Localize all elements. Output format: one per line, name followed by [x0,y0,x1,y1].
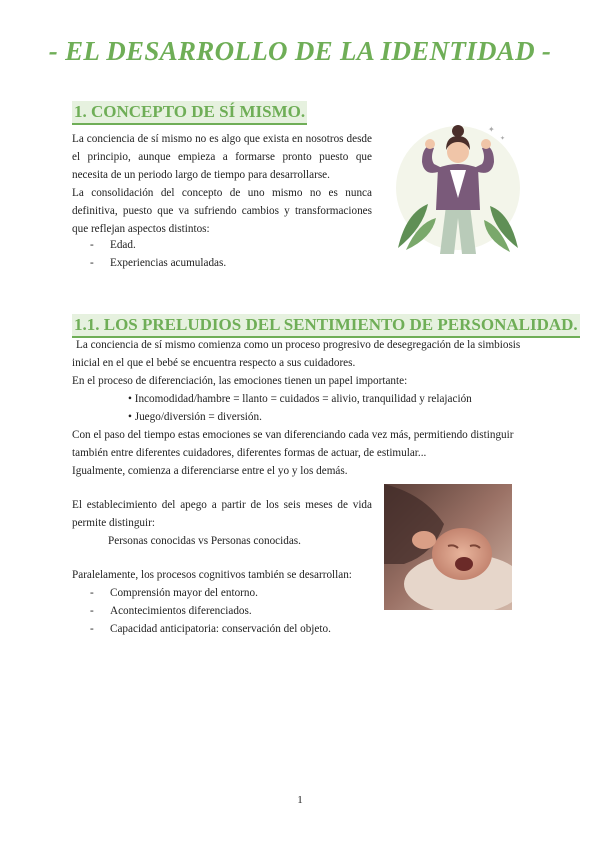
list-item: - Acontecimientos diferenciados. [90,602,370,620]
section-2-para-5: El establecimiento del apego a partir de los seis meses de vida permite distinguir: [72,499,372,529]
section-2-heading: 1.1. LOS PRELUDIOS DEL SENTIMIENTO DE PERSONALIDAD. [72,314,580,338]
page-title: - EL DESARROLLO DE LA IDENTIDAD - [48,36,552,66]
page-number: 1 [297,794,303,806]
section-1-para-1: La conciencia de sí mismo no es algo que exista en nosotros desde el principio, aunque empieza a formarse pronto puesto que necesita de un periodo largo de tiempo para desarrollarse. [72,133,372,181]
section-1-para-2: La consolidación del concepto de uno mismo no es nunca definitiva, puesto que va sufriendo cambios y transformaciones que reflejan aspectos distintos: [72,187,372,235]
bullet-item: • Incomodidad/hambre = llanto = cuidados = alivio, tranquilidad y relajación [128,393,472,405]
list-item: - Experiencias acumuladas. [90,254,370,272]
list-item: - Comprensión mayor del entorno. [90,584,370,602]
bullet-item: • Juego/diversión = diversión. [128,411,262,423]
section-2-para-1: La conciencia de sí mismo comienza como un proceso progresivo de desegregación de la simbiosis inicial en el que el bebé se encuentra respecto a sus cuidadores. [72,339,521,369]
section-2-para-3: Con el paso del tiempo estas emociones se van diferenciando cada vez más, permitiendo distinguir también entre diferentes cuidadores, diferentes formas de actuar, de estimular... [72,429,514,459]
section-2-para-4: Igualmente, comienza a diferenciarse entre el yo y los demás. [72,465,348,477]
list-item: - Capacidad anticipatoria: conservación del objeto. [90,620,370,638]
woman-illustration [388,118,528,258]
section-2-para-6: Paralelamente, los procesos cognitivos también se desarrollan: [72,569,352,581]
crying-baby-photo [384,484,512,610]
svg-text:✦: ✦ [488,125,495,134]
section-1-list [90,236,370,272]
section-1-heading: 1. CONCEPTO DE SÍ MISMO. [72,101,307,125]
section-2-para-2: En el proceso de diferenciación, las emociones tienen un papel importante: [72,375,408,387]
list-item: - Edad. [90,236,370,254]
section-2-indent: Personas conocidas vs Personas conocidas. [108,535,301,547]
section-2-list [90,584,370,638]
svg-text:✦: ✦ [500,135,506,142]
